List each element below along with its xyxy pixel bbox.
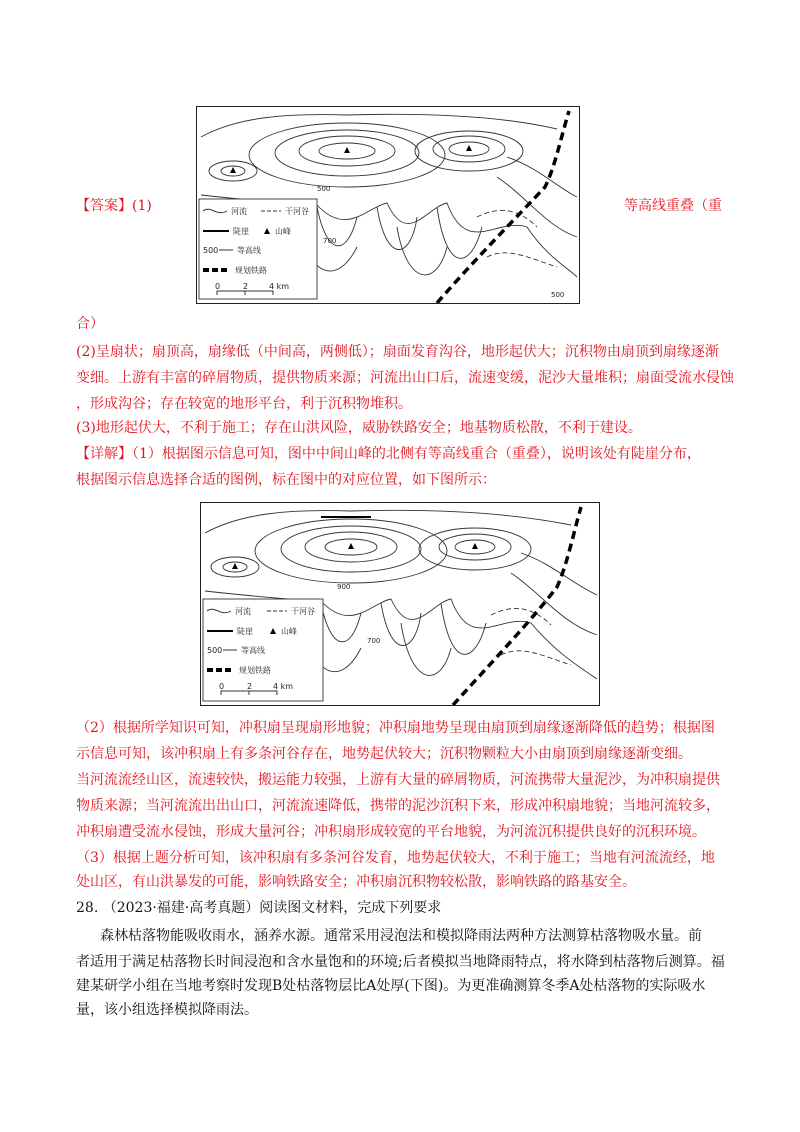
- legend-cliff: 陡崖: [233, 227, 249, 236]
- explain-p2-line4: 物质来源；当河流流出出山口，河流流速降低，携带的泥沙沉积下来，形成冲积扇地貌；当地河流较多，: [76, 798, 720, 814]
- q28-header: [76, 898, 728, 918]
- topographic-map-2: [200, 502, 600, 706]
- explain-p2-line2: 示信息可知，该冲积扇上有多条河谷存在，地势起伏较大；沉积物颗粒大小由扇顶到扇缘逐渐变细。: [76, 746, 692, 762]
- scale-2: 2: [247, 682, 253, 691]
- answer-p2-line1: (2)呈扇状；扇顶高，扇缘低（中间高，两侧低）；扇面发育沟谷，地形起伏大；沉积物由扇顶到扇缘逐渐: [76, 344, 719, 360]
- legend-peak: 山峰: [281, 627, 297, 636]
- contour-label: 700: [367, 637, 381, 645]
- answer-prefix: 【答案】(1): [76, 198, 152, 214]
- explain-p2-line5: 冲积扇遭受流水侵蚀，形成大量河谷；冲积扇形成较宽的平台地貌，为河流沉积提供良好的沉积环境。: [76, 824, 706, 840]
- answer-p3: (3)地形起伏大，不利于施工；存在山洪风险，威胁铁路安全；地基物质松散，不利于建设。: [76, 420, 642, 436]
- q28-body-line2: 者适用于满足枯落物长时间浸泡和含水量饱和的环境;后者模拟当地降雨特点，将水降到枯落物后测算。福: [76, 954, 725, 970]
- scale-2: 2: [243, 282, 249, 291]
- explain-p3-line2: 处山区，有山洪暴发的可能，影响铁路安全；冲积扇沉积物较松散，影响铁路的路基安全。: [76, 874, 636, 890]
- explain-p3-line1: （3）根据上题分析可知，该冲积扇有多条河谷发育，地势起伏较大，不利于施工；当地有河流流经，地: [76, 850, 715, 866]
- scale-0: 0: [219, 682, 225, 691]
- explain-p1-line1: [76, 444, 728, 464]
- explain-p1-text: （1）根据图示信息可知，图中中间山峰的北侧有等高线重合（重叠），说明该处有陡崖分布，: [132, 446, 701, 462]
- answer-line1-cont: 合）: [76, 316, 104, 332]
- topographic-map-1: [196, 106, 580, 304]
- legend-river: 河流: [231, 207, 247, 216]
- contour-label: 700: [323, 237, 337, 245]
- contour-label: 500: [317, 185, 331, 193]
- legend-railway: 规划铁路: [235, 266, 267, 275]
- answer-p2-line2: 变细。上游有丰富的碎屑物质，提供物质来源；河流出山口后，流速变缓，泥沙大量堆积；扇面受流水侵蚀: [76, 370, 734, 386]
- contour-label: 500: [551, 291, 565, 299]
- scale-0: 0: [215, 282, 221, 291]
- legend-cliff: 陡崖: [237, 627, 253, 636]
- legend-river: 河流: [235, 607, 251, 616]
- legend-contour: 等高线: [237, 246, 261, 255]
- answer-line1-right: 等高线重叠（重: [624, 198, 722, 214]
- legend-peak: 山峰: [275, 227, 291, 236]
- legend-contour-value: 500: [207, 646, 223, 655]
- answer-p2-line3: ，形成沟谷；存在较宽的地形平台，利于沉积物堆积。: [76, 396, 412, 412]
- q28-body-line1: 森林枯落物能吸收雨水，涵养水源。通常采用浸泡法和模拟降雨法两种方法测算枯落物吸水量。前: [100, 928, 702, 944]
- q28-source: （2023·福建·高考真题）阅读图文材料，完成下列要求: [102, 900, 442, 916]
- q28-body-line3: 建某研学小组在当地考察时发现B处枯落物层比A处厚(下图)。为更准确测算冬季A处枯落物的实际吸水: [76, 978, 706, 994]
- legend-railway: 规划铁路: [239, 666, 271, 675]
- contour-label: 900: [337, 583, 351, 591]
- explain-p2-line3: 当河流流经山区，流速较快，搬运能力较强，上游有大量的碎屑物质，河流携带大量泥沙，为冲积扇提供: [76, 772, 720, 788]
- legend-dry-valley: 干河谷: [285, 207, 309, 216]
- explain-label: 【详解】: [76, 446, 132, 462]
- scale-4: 4 km: [273, 682, 294, 691]
- legend-dry-valley: 干河谷: [291, 607, 315, 616]
- q28-body-line4: 量，该小组选择模拟降雨法。: [76, 1002, 258, 1018]
- explain-p2-line1: （2）根据所学知识可知，冲积扇呈现扇形地貌；冲积扇地势呈现由扇顶到扇缘逐渐降低的趋势；根据图: [76, 720, 715, 736]
- explain-p1-line2: 根据图示信息选择合适的图例，标在图中的对应位置，如下图所示：: [76, 472, 496, 488]
- q28-number: 28.: [76, 900, 99, 916]
- legend-contour: 等高线: [241, 646, 265, 655]
- legend-contour-value: 500: [203, 246, 219, 255]
- scale-4: 4 km: [269, 282, 290, 291]
